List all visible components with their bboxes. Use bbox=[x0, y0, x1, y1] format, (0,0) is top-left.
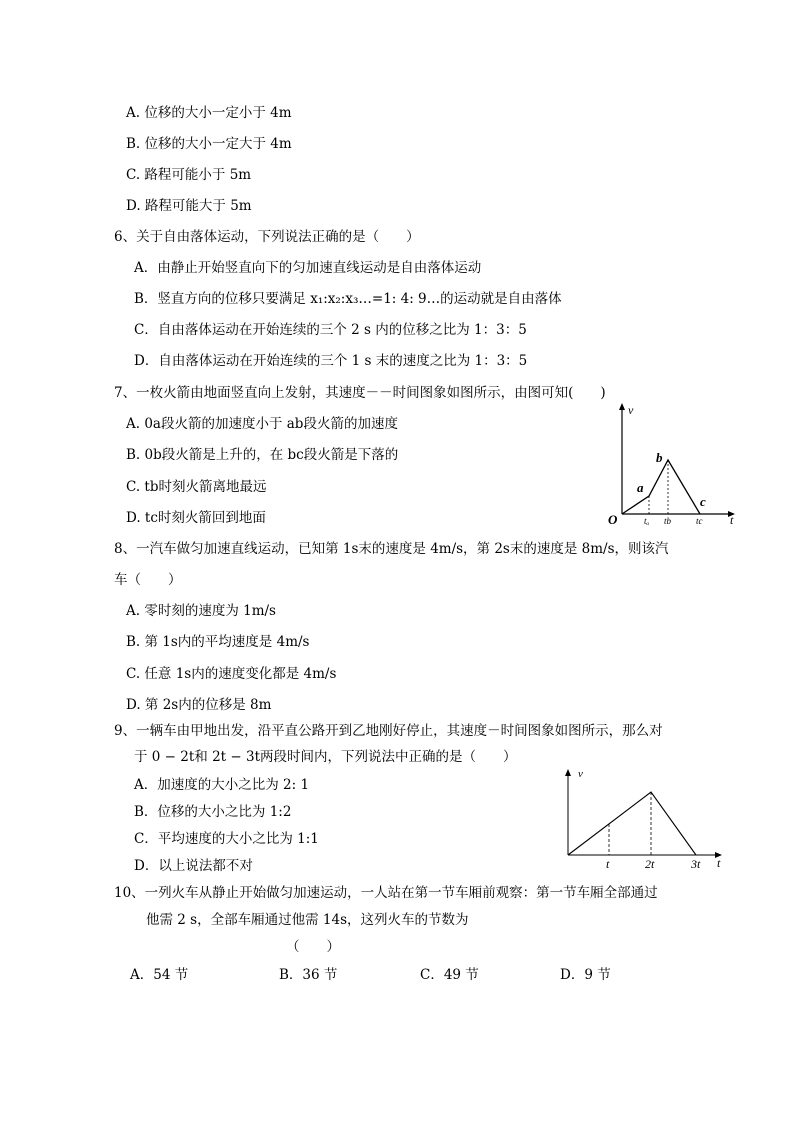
q7-point-a-label: a bbox=[637, 480, 644, 495]
q7-option-c: C. tb时刻火箭离地最远 bbox=[126, 479, 267, 495]
q9-velocity-line bbox=[568, 792, 696, 855]
q7-velocity-line bbox=[622, 460, 700, 514]
q9-v-arrow-icon bbox=[565, 769, 571, 776]
q9-t-label: t bbox=[717, 856, 721, 870]
q9-stem-line1: 9、一辆车由甲地出发，沿平直公路开到乙地刚好停止，其速度－时间图象如图所示，那么对 bbox=[114, 723, 663, 739]
q6-option-a: A．由静止开始竖直向下的匀加速直线运动是自由落体运动 bbox=[134, 260, 482, 276]
q7-origin-label: O bbox=[608, 512, 618, 527]
q10-option-b: B．36 节 bbox=[279, 967, 338, 983]
q7-v-arrow-icon bbox=[619, 403, 625, 410]
q9-velocity-time-graph bbox=[560, 765, 730, 875]
q9-stem-line2: 于 0 − 2t和 2t − 3t两段时间内，下列说法中正确的是（ ） bbox=[134, 749, 517, 765]
q8-option-d: D. 第 2s内的位移是 8m bbox=[126, 697, 272, 713]
q9-option-c: C．平均速度的大小之比为 1:1 bbox=[134, 831, 319, 847]
q7-t-label: t bbox=[730, 513, 734, 527]
q5-option-c: C. 路程可能小于 5m bbox=[126, 167, 252, 183]
q7-option-b: B. 0b段火箭是上升的，在 bc段火箭是下落的 bbox=[126, 447, 399, 463]
q10-option-a: A．54 节 bbox=[130, 967, 189, 983]
q6-option-d: D．自由落体运动在开始连续的三个 1 s 末的速度之比为 1：3：5 bbox=[134, 353, 528, 369]
q7-option-a: A. 0a段火箭的加速度小于 ab段火箭的加速度 bbox=[126, 416, 398, 432]
q10-option-d: D．9 节 bbox=[560, 967, 611, 983]
q9-v-label: v bbox=[578, 768, 583, 780]
q9-option-b: B．位移的大小之比为 1:2 bbox=[134, 804, 292, 820]
q10-stem-line2: 他需 2 s，全部车厢通过他需 14s，这列火车的节数为 bbox=[146, 912, 469, 928]
q7-point-c-label: c bbox=[700, 494, 706, 509]
q7-tick-tb: tb bbox=[664, 516, 672, 526]
q9-option-d: D．以上说法都不对 bbox=[134, 858, 253, 874]
q9-tick-2t: 2t bbox=[645, 857, 655, 871]
q10-answer-paren: （ ） bbox=[286, 939, 340, 955]
q9-tick-t: t bbox=[606, 857, 610, 871]
q9-tick-3t: 3t bbox=[691, 857, 701, 871]
q8-option-b: B. 第 1s内的平均速度是 4m/s bbox=[126, 634, 310, 650]
q9-option-a: A．加速度的大小之比为 2: 1 bbox=[134, 777, 310, 793]
q7-option-d: D. tc时刻火箭回到地面 bbox=[126, 510, 266, 526]
q5-option-d: D. 路程可能大于 5m bbox=[126, 198, 252, 214]
q5-option-b: B. 位移的大小一定大于 4m bbox=[126, 136, 292, 152]
q7-tick-ta: tₐ bbox=[644, 516, 650, 526]
q6-option-b: B．竖直方向的位移只要满足 x₁:x₂:x₃…=1: 4: 9…的运动就是自由落体 bbox=[134, 291, 562, 307]
q7-tick-tc: tc bbox=[696, 516, 703, 526]
q10-stem-line1: 10、一列火车从静止开始做匀加速运动，一人站在第一节车厢前观察：第一节车厢全部通过 bbox=[114, 885, 658, 901]
q7-velocity-time-graph bbox=[600, 400, 740, 530]
q6-stem: 6、关于自由落体运动，下列说法正确的是（ ） bbox=[114, 229, 420, 245]
q8-option-c: C. 任意 1s内的速度变化都是 4m/s bbox=[126, 666, 337, 682]
q8-stem-line2: 车（ ） bbox=[114, 572, 182, 588]
q10-option-c: C．49 节 bbox=[420, 967, 479, 983]
q8-stem-line1: 8、一汽车做匀加速直线运动，已知第 1s末的速度是 4m/s，第 2s末的速度是 8m/s，则该汽 bbox=[114, 541, 669, 557]
q8-option-a: A. 零时刻的速度为 1m/s bbox=[126, 603, 276, 619]
q6-option-c: C．自由落体运动在开始连续的三个 2 s 内的位移之比为 1：3：5 bbox=[134, 322, 527, 338]
q5-option-a: A. 位移的大小一定小于 4m bbox=[126, 105, 292, 121]
q7-v-label: v bbox=[628, 403, 634, 417]
q7-point-b-label: b bbox=[656, 450, 663, 465]
q7-stem: 7、一枚火箭由地面竖直向上发射，其速度－－时间图象如图所示，由图可知( ) bbox=[114, 385, 606, 401]
